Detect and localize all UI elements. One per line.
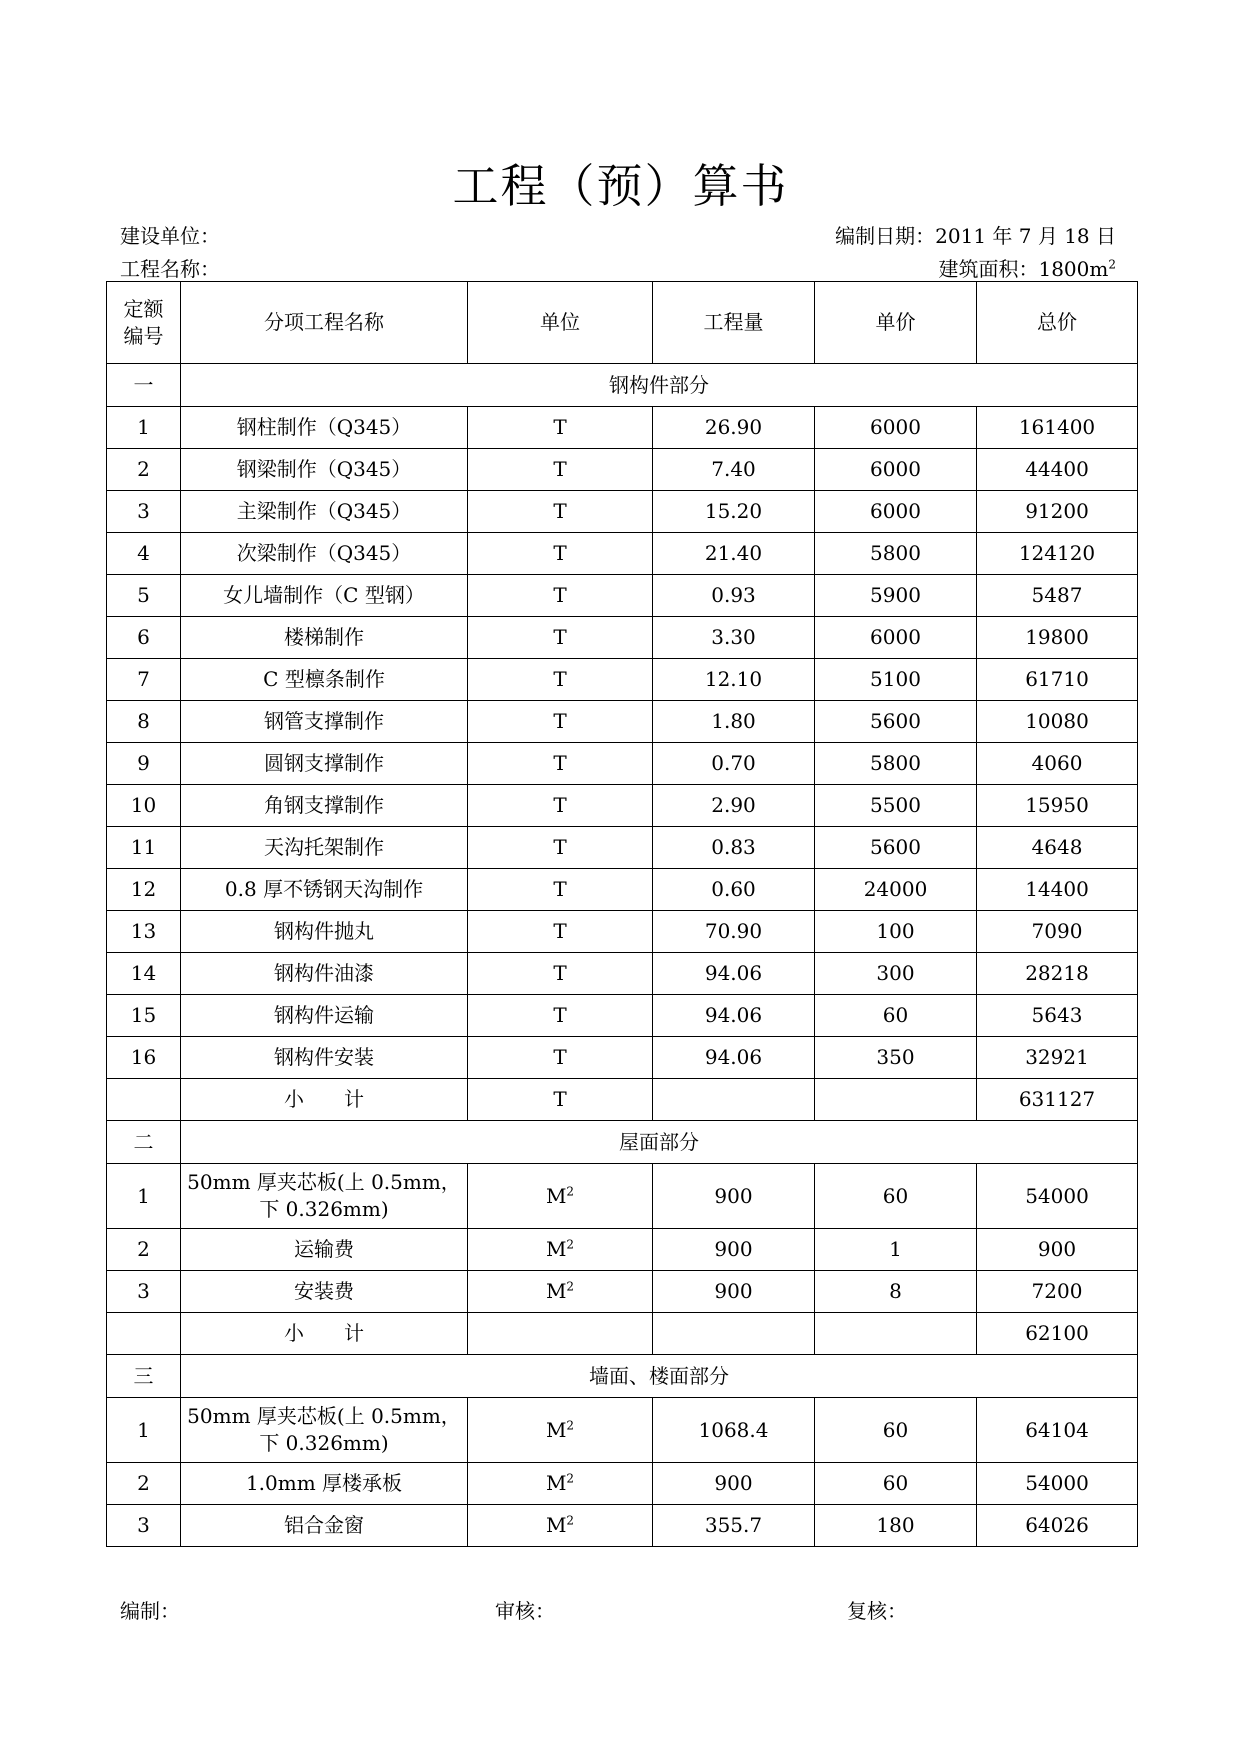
item-number: 15 — [107, 995, 181, 1037]
item-unit-price: 60 — [815, 995, 977, 1037]
item-name — [181, 1229, 468, 1271]
table-row — [107, 1313, 1138, 1355]
item-unit-sup: 2 — [566, 1279, 575, 1294]
item-unit-sup: 2 — [566, 1237, 575, 1252]
item-unit-text: T — [553, 1087, 567, 1111]
item-total-price: 44400 — [977, 449, 1138, 491]
item-unit-text: M — [545, 1417, 567, 1442]
table-row — [107, 743, 1138, 785]
building-area-unit-sup: 2 — [1108, 257, 1116, 272]
building-area — [938, 253, 1116, 282]
section-header-row — [107, 1355, 1138, 1398]
item-quantity: 94.06 — [653, 953, 815, 995]
item-unit-price: 5100 — [815, 659, 977, 701]
item-name-line: 50mm 厚夹芯板(上 0.5mm， — [187, 1404, 461, 1428]
item-number: 3 — [107, 1505, 181, 1547]
item-name-line: 50mm 厚夹芯板(上 0.5mm， — [187, 1170, 461, 1194]
item-total-price: 5487 — [977, 575, 1138, 617]
item-total-price: 62100 — [977, 1313, 1138, 1355]
item-name-line: 女儿墙制作（C 型钢） — [223, 583, 425, 607]
table-row — [107, 1271, 1138, 1313]
table-row — [107, 953, 1138, 995]
item-name — [181, 869, 468, 911]
header-unit-price: 单价 — [815, 282, 977, 364]
item-name — [181, 449, 468, 491]
item-number: 3 — [107, 491, 181, 533]
item-name-line: 钢柱制作（Q345） — [236, 415, 412, 439]
header-total-price: 总价 — [977, 282, 1138, 364]
item-total-price: 161400 — [977, 407, 1138, 449]
item-name-line-2: 下 0.326mm) — [259, 1197, 389, 1221]
item-number: 13 — [107, 911, 181, 953]
item-total-price: 28218 — [977, 953, 1138, 995]
item-quantity: 1068.4 — [653, 1398, 815, 1463]
item-unit-text: T — [553, 499, 567, 523]
table-row — [107, 1505, 1138, 1547]
item-unit-price: 6000 — [815, 491, 977, 533]
item-unit — [468, 911, 653, 953]
client-label: 建设单位： — [120, 224, 220, 248]
item-total-price: 15950 — [977, 785, 1138, 827]
item-number: 2 — [107, 449, 181, 491]
item-unit-text: T — [553, 457, 567, 481]
item-total-price: 4648 — [977, 827, 1138, 869]
item-unit-text: M — [545, 1513, 567, 1537]
item-unit — [468, 659, 653, 701]
building-area-text: 建筑面积：1800m — [938, 257, 1109, 281]
item-quantity: 26.90 — [653, 407, 815, 449]
header-code: 定额 编号 — [107, 282, 181, 364]
item-unit-text: T — [553, 961, 567, 985]
table-row — [107, 1229, 1138, 1271]
item-quantity — [653, 1079, 815, 1121]
item-unit — [468, 1313, 653, 1355]
item-quantity: 70.90 — [653, 911, 815, 953]
item-unit-price: 100 — [815, 911, 977, 953]
table-row — [107, 785, 1138, 827]
table-row — [107, 407, 1138, 449]
item-unit-text: T — [553, 625, 567, 649]
table-row — [107, 1079, 1138, 1121]
item-unit — [468, 785, 653, 827]
item-name-line: 运输费 — [294, 1237, 354, 1261]
item-quantity: 900 — [653, 1271, 815, 1313]
item-unit-price: 60 — [815, 1398, 977, 1463]
item-name-line: 小 计 — [284, 1087, 364, 1111]
footer-reviewer: 审核： — [495, 1599, 555, 1623]
item-unit-price — [815, 1313, 977, 1355]
item-unit-text: T — [553, 541, 567, 565]
item-unit-price: 5800 — [815, 533, 977, 575]
item-total-price: 10080 — [977, 701, 1138, 743]
item-name-line: 0.8 厚不锈钢天沟制作 — [224, 877, 424, 901]
item-number: 2 — [107, 1229, 181, 1271]
item-unit-text: M — [545, 1471, 567, 1495]
item-unit-text: T — [553, 709, 567, 733]
item-number: 7 — [107, 659, 181, 701]
item-unit-price: 6000 — [815, 449, 977, 491]
item-number: 11 — [107, 827, 181, 869]
item-name-line: 圆钢支撑制作 — [264, 751, 384, 775]
item-unit-text: T — [553, 793, 567, 817]
item-name-line: 钢构件油漆 — [274, 961, 374, 985]
item-unit-price: 5600 — [815, 701, 977, 743]
section-title: 钢构件部分 — [181, 364, 1138, 407]
item-name-line: 钢管支撑制作 — [264, 709, 384, 733]
item-unit-text: T — [553, 919, 567, 943]
item-total-price: 54000 — [977, 1463, 1138, 1505]
table-row — [107, 911, 1138, 953]
item-name-line: 钢构件安装 — [274, 1045, 374, 1069]
item-unit-text: T — [553, 1003, 567, 1027]
item-name — [181, 659, 468, 701]
item-total-price: 54000 — [977, 1164, 1138, 1229]
item-unit-price: 60 — [815, 1164, 977, 1229]
item-number: 9 — [107, 743, 181, 785]
item-unit — [468, 533, 653, 575]
item-name-line: 1.0mm 厚楼承板 — [245, 1471, 403, 1495]
item-name — [181, 743, 468, 785]
section-header-row — [107, 1121, 1138, 1164]
item-name — [181, 995, 468, 1037]
table-row — [107, 1037, 1138, 1079]
item-name — [181, 491, 468, 533]
budget-table-body — [107, 282, 1138, 1547]
item-unit — [468, 491, 653, 533]
item-total-price: 61710 — [977, 659, 1138, 701]
header-quantity: 工程量 — [653, 282, 815, 364]
item-number: 5 — [107, 575, 181, 617]
item-unit-price: 300 — [815, 953, 977, 995]
item-name — [181, 953, 468, 995]
item-name — [181, 1313, 468, 1355]
item-unit — [468, 617, 653, 659]
item-unit — [468, 575, 653, 617]
item-unit-sup: 2 — [566, 1183, 575, 1198]
item-unit-price: 5900 — [815, 575, 977, 617]
item-number: 16 — [107, 1037, 181, 1079]
item-quantity: 0.93 — [653, 575, 815, 617]
item-name — [181, 911, 468, 953]
table-row — [107, 575, 1138, 617]
item-unit-price: 6000 — [815, 407, 977, 449]
table-header-row — [107, 282, 1138, 364]
section-number: 一 — [107, 364, 181, 407]
item-unit — [468, 701, 653, 743]
item-unit-text: T — [553, 1045, 567, 1069]
item-name-line: 主梁制作（Q345） — [236, 499, 412, 523]
item-unit-price: 1 — [815, 1229, 977, 1271]
item-quantity: 900 — [653, 1229, 815, 1271]
item-quantity — [653, 1313, 815, 1355]
item-unit — [468, 1463, 653, 1505]
table-row — [107, 995, 1138, 1037]
table-row — [107, 701, 1138, 743]
item-name — [181, 533, 468, 575]
item-quantity: 900 — [653, 1463, 815, 1505]
item-number: 3 — [107, 1271, 181, 1313]
item-unit — [468, 449, 653, 491]
item-quantity: 94.06 — [653, 1037, 815, 1079]
item-total-price: 64104 — [977, 1398, 1138, 1463]
item-unit — [468, 1505, 653, 1547]
item-name-line: 钢梁制作（Q345） — [236, 457, 412, 481]
item-name — [181, 827, 468, 869]
section-number: 二 — [107, 1121, 181, 1164]
item-name — [181, 785, 468, 827]
item-name — [181, 1463, 468, 1505]
item-unit — [468, 743, 653, 785]
item-unit-text: T — [553, 751, 567, 775]
item-quantity: 900 — [653, 1164, 815, 1229]
table-row — [107, 1398, 1138, 1463]
item-total-price: 64026 — [977, 1505, 1138, 1547]
item-unit-text: M — [545, 1279, 567, 1303]
header-item-name: 分项工程名称 — [181, 282, 468, 364]
item-unit — [468, 995, 653, 1037]
item-name — [181, 1398, 468, 1463]
item-unit-text: T — [553, 877, 567, 901]
table-row — [107, 827, 1138, 869]
item-total-price: 4060 — [977, 743, 1138, 785]
item-name-line: 小 计 — [284, 1321, 364, 1345]
item-name-line: 楼梯制作 — [284, 625, 364, 649]
item-unit-text: T — [553, 835, 567, 859]
item-unit — [468, 1079, 653, 1121]
item-unit-price: 24000 — [815, 869, 977, 911]
item-quantity: 1.80 — [653, 701, 815, 743]
item-unit-text: M — [545, 1237, 567, 1261]
item-number: 1 — [107, 1164, 181, 1229]
item-quantity: 12.10 — [653, 659, 815, 701]
item-name — [181, 1037, 468, 1079]
item-name-line: 钢构件运输 — [274, 1003, 374, 1027]
item-name-line: 安装费 — [294, 1279, 354, 1303]
item-unit — [468, 1164, 653, 1229]
item-name-line: 钢构件抛丸 — [274, 919, 374, 943]
item-name — [181, 407, 468, 449]
item-unit-price: 350 — [815, 1037, 977, 1079]
item-number — [107, 1313, 181, 1355]
item-quantity: 3.30 — [653, 617, 815, 659]
budget-table — [106, 281, 1138, 1547]
item-name-line: C 型檩条制作 — [263, 667, 385, 691]
item-name — [181, 1164, 468, 1229]
item-number: 4 — [107, 533, 181, 575]
table-row — [107, 533, 1138, 575]
item-number: 10 — [107, 785, 181, 827]
section-header-row — [107, 364, 1138, 407]
footer-compiler: 编制： — [120, 1599, 180, 1623]
table-row — [107, 617, 1138, 659]
item-total-price: 7090 — [977, 911, 1138, 953]
item-total-price: 900 — [977, 1229, 1138, 1271]
item-unit — [468, 1398, 653, 1463]
item-total-price: 124120 — [977, 533, 1138, 575]
item-name-line: 次梁制作（Q345） — [236, 541, 412, 565]
item-quantity: 7.40 — [653, 449, 815, 491]
item-total-price: 5643 — [977, 995, 1138, 1037]
item-name-line: 角钢支撑制作 — [264, 793, 384, 817]
item-total-price: 91200 — [977, 491, 1138, 533]
item-name — [181, 617, 468, 659]
item-total-price: 14400 — [977, 869, 1138, 911]
item-unit-text: T — [553, 667, 567, 691]
item-name — [181, 575, 468, 617]
item-number: 8 — [107, 701, 181, 743]
header-unit: 单位 — [468, 282, 653, 364]
item-total-price: 32921 — [977, 1037, 1138, 1079]
item-quantity: 21.40 — [653, 533, 815, 575]
document-title: 工程（预）算书 — [452, 159, 789, 213]
item-name-line-2: 下 0.326mm) — [259, 1431, 389, 1455]
section-title: 墙面、楼面部分 — [181, 1355, 1138, 1398]
item-unit — [468, 1229, 653, 1271]
item-unit-price: 180 — [815, 1505, 977, 1547]
item-number — [107, 1079, 181, 1121]
item-quantity: 2.90 — [653, 785, 815, 827]
item-quantity: 94.06 — [653, 995, 815, 1037]
item-unit — [468, 407, 653, 449]
item-unit-sup: 2 — [566, 1513, 575, 1528]
item-unit-text: T — [553, 583, 567, 607]
item-unit-price: 5500 — [815, 785, 977, 827]
item-number: 12 — [107, 869, 181, 911]
table-row — [107, 491, 1138, 533]
compile-date: 编制日期：2011 年 7 月 18 日 — [835, 224, 1116, 248]
item-unit-price: 5600 — [815, 827, 977, 869]
item-unit — [468, 827, 653, 869]
item-name-line: 铝合金窗 — [284, 1513, 364, 1537]
item-unit-price — [815, 1079, 977, 1121]
item-name — [181, 1271, 468, 1313]
item-name — [181, 1079, 468, 1121]
item-unit — [468, 869, 653, 911]
item-total-price: 631127 — [977, 1079, 1138, 1121]
item-number: 6 — [107, 617, 181, 659]
footer-checker: 复核： — [847, 1599, 907, 1623]
item-quantity: 15.20 — [653, 491, 815, 533]
item-unit-price: 5800 — [815, 743, 977, 785]
item-total-price: 19800 — [977, 617, 1138, 659]
section-title: 屋面部分 — [181, 1121, 1138, 1164]
section-number: 三 — [107, 1355, 181, 1398]
item-number: 2 — [107, 1463, 181, 1505]
project-name-label: 工程名称： — [120, 257, 220, 281]
item-name — [181, 1505, 468, 1547]
item-quantity: 355.7 — [653, 1505, 815, 1547]
item-quantity: 0.70 — [653, 743, 815, 785]
item-quantity: 0.83 — [653, 827, 815, 869]
table-row — [107, 869, 1138, 911]
item-unit — [468, 1037, 653, 1079]
table-row — [107, 1463, 1138, 1505]
item-unit-text: M — [545, 1183, 567, 1208]
item-total-price: 7200 — [977, 1271, 1138, 1313]
item-unit-text: T — [553, 415, 567, 439]
table-row — [107, 1164, 1138, 1229]
table-row — [107, 659, 1138, 701]
table-row — [107, 449, 1138, 491]
item-unit-price: 6000 — [815, 617, 977, 659]
item-unit — [468, 953, 653, 995]
item-name-line: 天沟托架制作 — [264, 835, 384, 859]
item-unit — [468, 1271, 653, 1313]
item-unit-sup: 2 — [566, 1417, 575, 1432]
item-name — [181, 701, 468, 743]
item-number: 1 — [107, 1398, 181, 1463]
item-quantity: 0.60 — [653, 869, 815, 911]
item-unit-price: 60 — [815, 1463, 977, 1505]
item-number: 14 — [107, 953, 181, 995]
item-number: 1 — [107, 407, 181, 449]
item-unit-price: 8 — [815, 1271, 977, 1313]
item-unit-sup: 2 — [566, 1471, 575, 1486]
